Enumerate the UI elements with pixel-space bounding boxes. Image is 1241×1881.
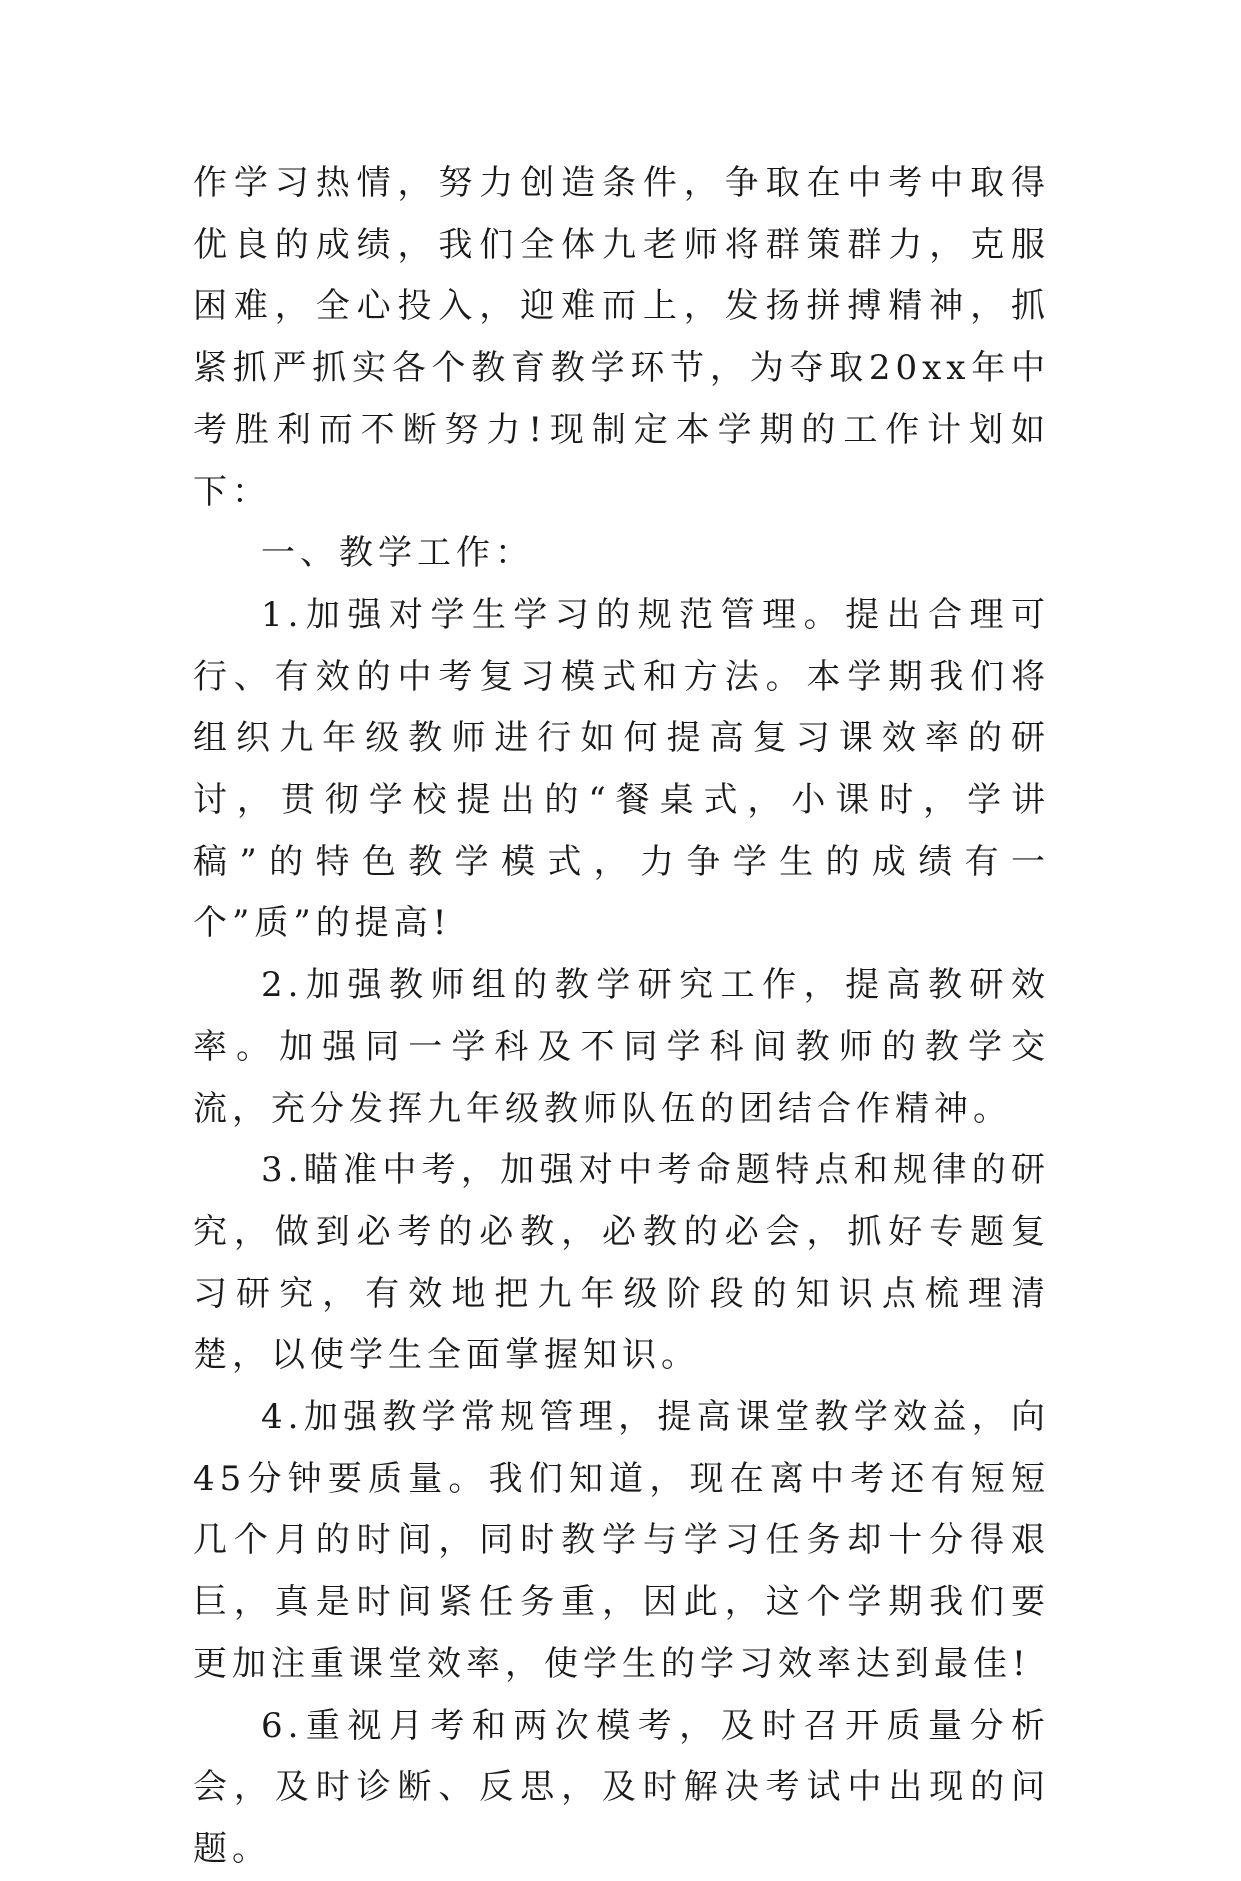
document-body: [193, 153, 1050, 1881]
paragraph-item-3: 3.瞄准中考，加强对中考命题特点和规律的研究，做到必考的必教，必教的必会，抓好专题复习研究，有效地把九年级阶段的知识点梳理清楚，以使学生全面掌握知识。: [193, 1150, 1050, 1376]
paragraph-item-2: 2.加强教师组的教学研究工作，提高教研效率。加强同一学科及不同学科间教师的教学交流，充分发挥九年级教师队伍的团结合作精神。: [193, 965, 1050, 1129]
paragraph-item-4: 4.加强教学常规管理，提高课堂教学效益，向45分钟要质量。我们知道，现在离中考还有短短几个月的时间，同时教学与学习任务却十分得艰巨，真是时间紧任务重，因此，这个学期我们要更加注重课堂效率，使学生的学习效率达到最佳!: [193, 1397, 1050, 1684]
paragraph-item-1: 1.加强对学生学习的规范管理。提出合理可行、有效的中考复习模式和方法。本学期我们将组织九年级教师进行如何提高复习课效率的研讨，贯彻学校提出的“餐桌式，小课时，学讲稿”的特色教学模式，力争学生的成绩有一个”质”的提高!: [193, 594, 1050, 944]
paragraph-item-6: 6.重视月考和两次模考，及时召开质量分析会，及时诊断、反思，及时解决考试中出现的问题。: [193, 1705, 1050, 1869]
section-heading-teaching-work: 一、教学工作：: [261, 533, 534, 574]
paragraph-intro-continued: 作学习热情，努力创造条件，争取在中考中取得优良的成绩，我们全体九老师将群策群力，克服困难，全心投入，迎难而上，发扬拼搏精神，抓紧抓严抓实各个教育教学环节，为夺取20xx年中考胜利而不断努力!现制定本学期的工作计划如下：: [193, 163, 1050, 512]
